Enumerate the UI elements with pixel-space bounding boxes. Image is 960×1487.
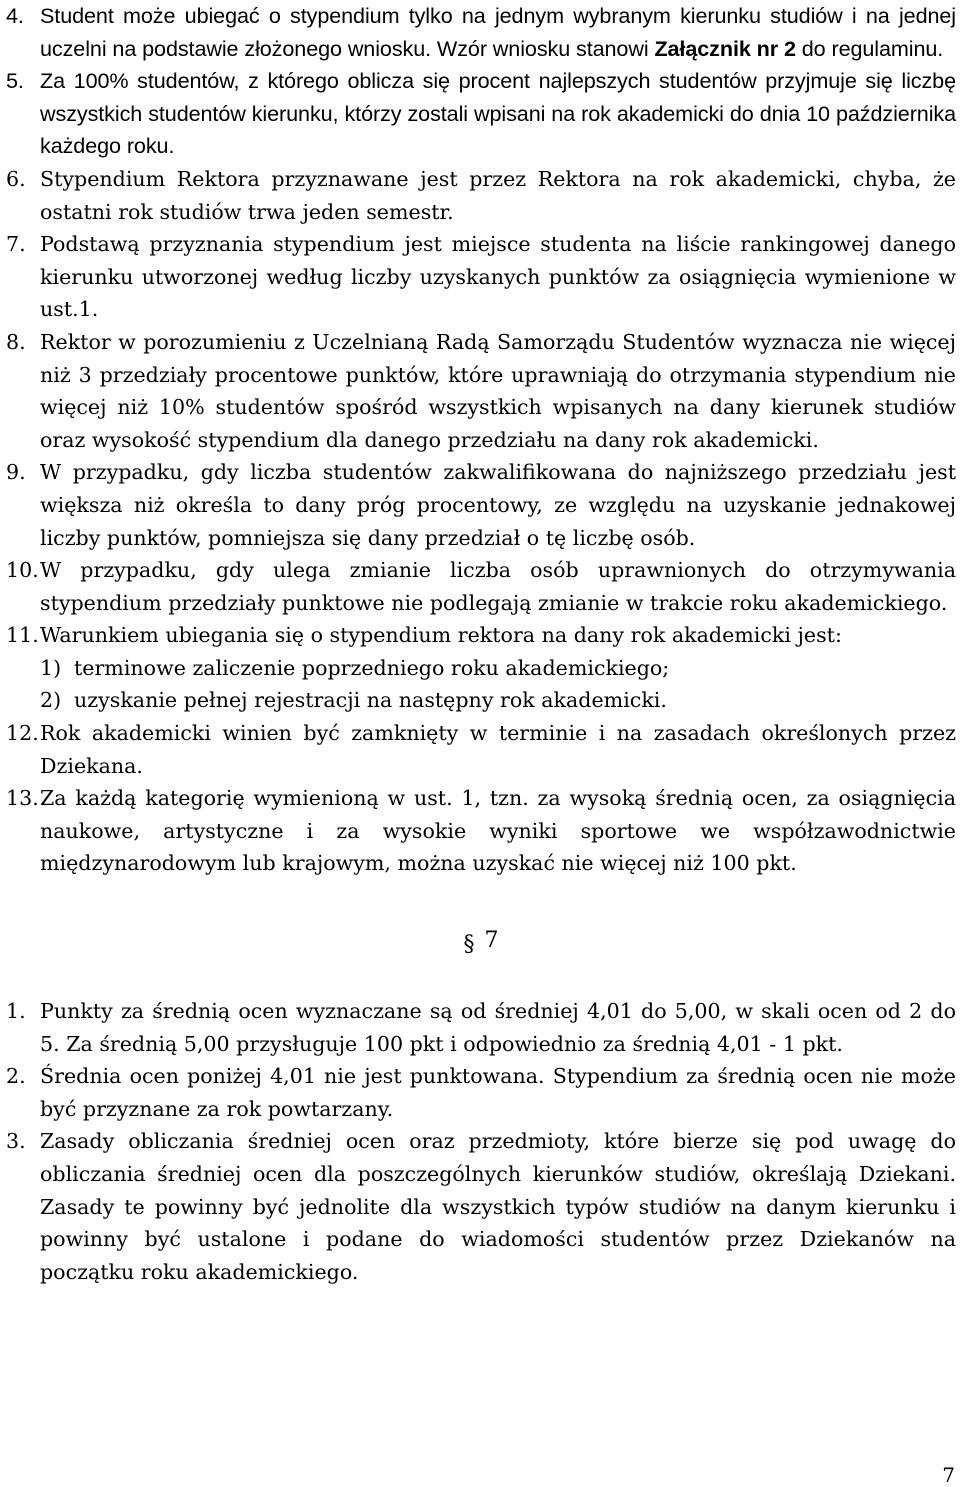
- paragraph-heading: [6, 925, 956, 961]
- sub-item-text: uzyskanie pełnej rejestracji na następny rok akademicki.: [74, 688, 667, 713]
- attachment-reference: Załącznik nr 2: [654, 35, 796, 61]
- sub-item-text: terminowe zaliczenie poprzedniego roku akademickiego;: [74, 655, 670, 680]
- paragraph-number: 7: [484, 928, 499, 954]
- item-number: 11.: [6, 623, 39, 648]
- sub-list-item: [40, 652, 956, 685]
- item-text: Rektor w porozumieniu z Uczelnianą Radą Samorządu Studentów wyznacza nie więcej niż 3 przedziały procentowe punktów, które uprawniają do otrzymania stypendium nie więcej niż 10% studentów spośród wszystkich wpisanych na dany kierunek studiów oraz wysokość stypendium dla danego przedziału na dany rok akademicki.: [40, 329, 956, 452]
- list-item: [6, 163, 956, 228]
- page-number: 7: [942, 1463, 955, 1487]
- item-number: 3.: [6, 1129, 26, 1154]
- item-text: Podstawą przyznania stypendium jest miejsce studenta na liście rankingowej danego kierunku utworzonej według liczby uzyskanych punktów za osiągnięcia wymienione w ust.1.: [40, 232, 956, 322]
- item-number: 9.: [6, 460, 26, 485]
- list-item: [6, 554, 956, 619]
- item-text: Student może ubiegać o stypendium tylko na jednym wybranym kierunku studiów i na jednej uczelni na podstawie złożonego wniosku. Wzór wniosku stanowi Załącznik nr 2 do regulaminu.: [40, 3, 956, 61]
- list-item: [6, 782, 956, 880]
- item-text: Średnia ocen poniżej 4,01 nie jest punktowana. Stypendium za średnią ocen nie może być przyznane za rok powtarzany.: [40, 1064, 956, 1121]
- item-text: Punkty za średnią ocen wyznaczane są od średniej 4,01 do 5,00, w skali ocen od 2 do 5. Za średnią 5,00 przysługuje 100 pkt i odpowiednio za średnią 4,01 - 1 pkt.: [40, 999, 956, 1056]
- list-item: [6, 995, 956, 1060]
- list-item: [6, 326, 956, 456]
- item-number: 6.: [6, 166, 26, 191]
- item-text: W przypadku, gdy liczba studentów zakwalifikowana do najniższego przedziału jest większa niż określa to dany próg procentowy, ze względu na uzyskanie jednakowej liczby punktów, pomniejsza się dany przedział o tę liczbę osób.: [40, 460, 956, 550]
- section-rules-continued: [6, 0, 956, 880]
- list-item: [6, 0, 956, 65]
- sub-item-number: 1): [40, 655, 62, 680]
- item-text: W przypadku, gdy ulega zmianie liczba osób uprawnionych do otrzymywania stypendium przedziały punktowe nie podlegają zmianie w trakcie roku akademickiego.: [40, 558, 956, 615]
- list-item: [6, 619, 956, 717]
- item-text: Zasady obliczania średniej ocen oraz przedmioty, które bierze się pod uwagę do obliczania średniej ocen dla poszczególnych kierunków studiów, określają Dziekani. Zasady te powinny być jednolite dla wszystkich typów studiów na danym kierunku i powinny być ustalone i podane do wiadomości studentów przez Dziekanów na początku roku akademickiego.: [40, 1129, 956, 1284]
- list-item: [6, 1125, 956, 1288]
- item-number: 7.: [6, 232, 26, 257]
- list-item: [6, 1060, 956, 1125]
- item-text: Za 100% studentów, z którego oblicza się procent najlepszych studentów przyjmuje się liczbę wszystkich studentów kierunku, którzy zostali wpisani na rok akademicki do dnia 10 października każdego roku.: [40, 68, 956, 159]
- item-number: 1.: [6, 999, 26, 1024]
- item-text: Warunkiem ubiegania się o stypendium rektora na dany rok akademicki jest:: [40, 623, 842, 648]
- item-number: 10.: [6, 558, 39, 583]
- item-text: Za każdą kategorię wymienioną w ust. 1, tzn. za wysoką średnią ocen, za osiągnięcia naukowe, artystyczne i za wysokie wyniki sportowe we współzawodnictwie międzynarodowym lub krajowym, można uzyskać nie więcej niż 100 pkt.: [40, 786, 956, 876]
- document-page: [6, 0, 956, 1288]
- list-item: [6, 456, 956, 554]
- list-item: [6, 65, 956, 163]
- list-item: [6, 228, 956, 326]
- item-number: 12.: [6, 721, 39, 746]
- item-number: 8.: [6, 329, 26, 354]
- item-number: 2.: [6, 1064, 26, 1089]
- sub-item-number: 2): [40, 688, 62, 713]
- item-number: 5.: [6, 68, 24, 94]
- item-text: Rok akademicki winien być zamknięty w terminie i na zasadach określonych przez Dziekana.: [40, 721, 956, 778]
- sub-list-item: [40, 684, 956, 717]
- section-paragraph-7: [6, 995, 956, 1288]
- section-sign: §: [463, 932, 475, 958]
- item-number: 13.: [6, 786, 39, 811]
- list-item: [6, 717, 956, 782]
- item-text: Stypendium Rektora przyznawane jest przez Rektora na rok akademicki, chyba, że ostatni rok studiów trwa jeden semestr.: [40, 166, 956, 224]
- item-number: 4.: [6, 3, 24, 28]
